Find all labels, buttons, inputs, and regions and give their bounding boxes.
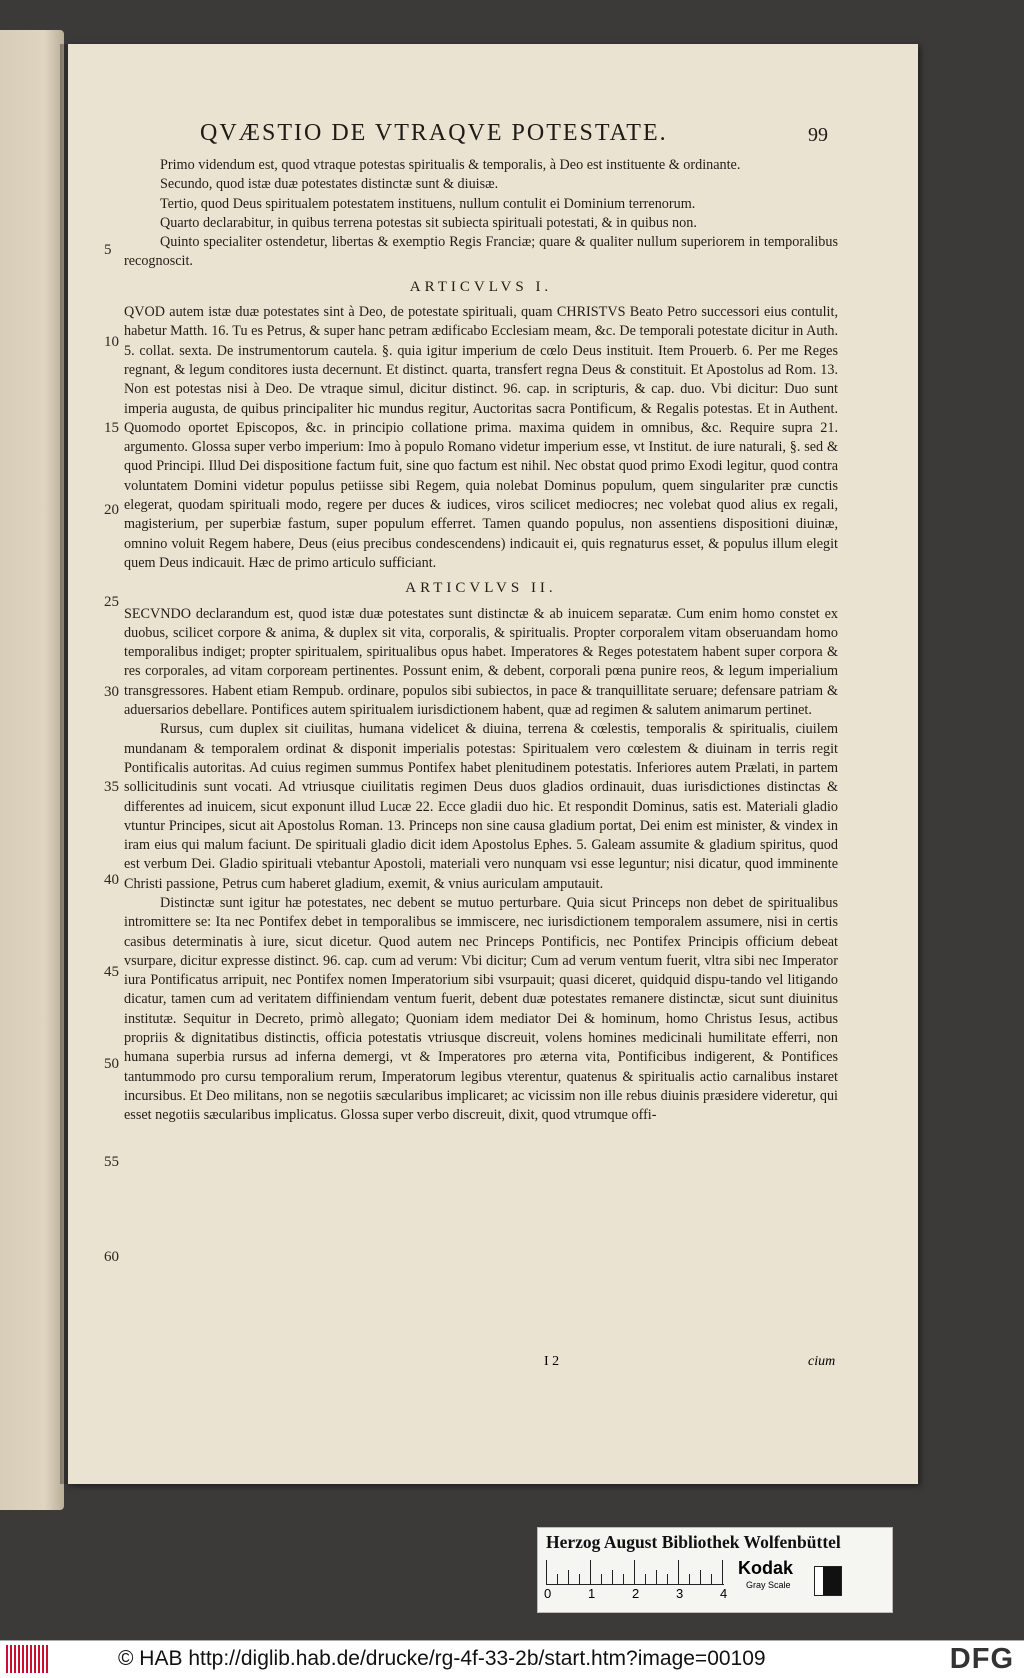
ruler-number: 1 [588, 1586, 596, 1601]
library-name: Herzog August Bibliothek Wolfenbüttel [546, 1532, 841, 1552]
article-2-paragraph-1: SECVNDO declarandum est, quod istæ duæ potestates sunt distinctæ & ab inuicem separatæ. Cum enim homo constet ex duobus, scilicet corpore & anima, & duplex sit vita, corporalis, & spiritualis. Propter corporalem vitam obseruandam homo temporalibus indiget; propter spiritualem, spiritualibus opus habet. Imperatores & Reges potestatem habent super corpora & res corporales, ad vitam corpoream pertinentes. Possunt enim, & debent, corporali pœna punire reos, & legum imperialium transgressores. Habent etiam Rempub. ordinare, populos sibi subiectos, in pace & tranquillitate seruare; defensare patriam & aduersarios debellare. Pontifices autem spiritualem iurisdictionem habent, quæ ad regimen & salutem animarum pertinet. [124, 605, 838, 719]
gray-swatch [814, 1566, 842, 1596]
ruler-number: 4 [720, 1586, 728, 1601]
line-number: 25 [104, 594, 119, 610]
line-number: 60 [104, 1249, 119, 1265]
article-1-text: QVOD autem istæ duæ potestates sint à Deo, de potestate spirituali, quam CHRISTVS Beato Petro successori eius contulit, habetur Matth. 16. Tu es Petrus, & super hanc petram ædificabo Ecclesiam meam, &c. De temporali potestate dicitur in Auth. 5. collat. sexta. De instrumentorum cautela. §. quia igitur imperium de cœlo Deus instituit. Item Prouerb. 6. Per me Reges regnant, & legum conditores iusta decernunt. Et distinct. quarta, transfert regna Deus & constituit. Et Apostolus ad Rom. 13. Non est potestas nisi à Deo. De vtraque simul, dicitur distinct. 96. cap. in scripturis, & cap. duo. Vbi dicitur: Duo sunt imperia augusta, de quibus principaliter hic mundus regitur, Auctoritas sacra Pontificum, & Regalis potestas. Et in Authent. Quomodo oportet Episcopos, &c. in principio collatione prima. maxima quidem in omnibus, &c. Require supra 21. argumento. Glossa super verbo imperium: Imo à populo Romano videtur imperium esse, vt Institut. de iure naturali, §. sed & quod Principi. Illud Dei dispositione factum fuit, sine quo factum est nihil. Nec obstat quod primo Exodi legitur, quod contra voluntatem Domini videtur populus petiisse sibi Regem, quia nolebat Dominus populum, quem singulariter præ cunctis elegerat, quodam spirituali modo, regere per duces & iudices, viros scilicet mediocres; nec volebat quod alius ex regali, magisterium, per superbiæ fastum, super populum efferret. Tamen quando populus, non assentiens dispositioni diuinæ, omnino voluit Regem habere, Deus (eius precibus condescendens) indicauit ei, quis regnaturus esset, & populus illum elegit quem Deus indicauit. Hæc de primo articulo sufficiant. [124, 304, 838, 571]
page-number: 99 [808, 124, 828, 146]
article-2-paragraph-2: Rursus, cum duplex sit ciuilitas, humana videlicet & diuina, terrena & cœlestis, temporalis & spiritualis, ciuilem mundanam & temporalem ordinat & disponit imperialis potestas: Spiritualem vero cœlestem & diuinam in terris regit Pontificalis autoritas. Ad cuius regimen summus Pontifex habet plenitudinem potestatis. Inferiores autem Prælati, in partem sollicitudinis sunt vocati. Ad vtriusque ciuilitatis regimen Deus duos gladios ordinauit, duas iurisdictiones distinctas & differentes ad inuicem, sicut exponunt illud Lucæ 22. Ecce gladii duo hic. Et respondit Dominus, satis est. Materiali gladio vtuntur Principes, sicut ait Apostolus Roman. 13. Princeps non sine causa gladium portat, Dei enim est minister, & vindex in iram eius qui malum faciunt. De spirituali gladio dicit idem Apostolus Ephes. 5. Galeam assumite & gladium spiritus, quod est verbum Dei. Gladio spirituali vtebantur Apostoli, materiali vero nunquam vsi esse leguntur; nisi dicatur, quod imminente Christi passione, Petrus cum haberet gladium, exemit, & vnius auriculam amputauit. [124, 721, 838, 892]
article-2-paragraph-3: Distinctæ sunt igitur hæ potestates, nec debent se mutuo perturbare. Quia sicut Princeps non debet de spiritualibus intromittere se: Ita nec Pontifex debet in temporalibus se immiscere, nec iurisdictionem temporalem assumere, nisi in certis casibus determinatis à iure, sicut dicetur. Quod autem nec Princeps Pontificis, nec Pontifex Principis officium debeat vsurpare, dicitur expresse distinct. 96. cap. cum ad verum: Vbi dicitur; Cum ad verum ventum fuerit, vltra sibi nec Imperator iura Pontificatus arripuit, nec Pontifex nomen Imperatorium sibi vsurpauit; quasi diceret, quidquid dispu-tando vel litigando dicatur, tamen cum ad veritatem diffiniendam ventum fuerit, debent duæ potestates remanere distinctæ, sicut sunt diuinitus institutæ. Sequitur in Decreto, primò allegato; Quoniam idem mediator Dei & hominum, homo Christus Iesus, actibus propriis & dignitatibus distinctis, officia potestatis vtriusque discreuit, volens homines medicinali humilitate efferri, non humana superbia rursus ad inferna demergi, vt & Imperatores pro æterna vita, Pontificibus indigerent, & Pontifices tantummodo pro cursu temporalium rerum, Imperatorum legibus vterentur, quatenus & spiritualis actio carnalibus instaret incursibus. Et Deo militans, non se negotiis sæcularibus implicaret; ac vicissim non ille rebus diuinis præsidere videretur, qui esset negotiis sæcularibus implicatus. Glossa super verbo discreuit, dixit, quod vtrumque offi- [124, 894, 838, 1124]
left-page-edge [0, 30, 64, 1510]
intro-line-4: Quarto declarabitur, in quibus terrena potestas sit subiecta spirituali potestati, & in quibus non. [160, 214, 697, 231]
article-2-title: ARTICVLVS II. [405, 580, 557, 597]
line-number: 5 [104, 242, 112, 258]
barcode-icon [6, 1645, 48, 1673]
ruler-number: 0 [544, 1586, 552, 1601]
article-1-title: ARTICVLVS I. [409, 278, 553, 295]
signature-mark: I 2 [544, 1354, 560, 1369]
intro-line-3: Tertio, quod Deus spiritualem potestatem instituens, nullum contulit ei Dominium terrenorum. [160, 195, 696, 212]
line-number: 45 [104, 964, 119, 980]
gray-scale-ruler [546, 1560, 724, 1585]
intro-line-2: Secundo, quod istæ duæ potestates distinctæ sunt & diuisæ. [160, 176, 499, 193]
library-label [537, 1527, 893, 1613]
dfg-logo: DFG [949, 1643, 1014, 1675]
footer-url[interactable]: © HAB http://diglib.hab.de/drucke/rg-4f-33-2b/start.htm?image=00109 [118, 1647, 766, 1670]
line-number: 55 [104, 1154, 119, 1170]
page-body [124, 156, 838, 1126]
line-number: 40 [104, 872, 119, 888]
ruler-number: 3 [676, 1586, 684, 1601]
kodak-logo: Kodak [738, 1558, 794, 1578]
line-number: 20 [104, 502, 119, 518]
kodak-subtitle: Gray Scale [746, 1580, 791, 1590]
line-number: 50 [104, 1056, 119, 1072]
intro-line-5: Quinto specialiter ostendetur, libertas & exemptio Regis Franciæ; quare & qualiter nullum superiorem in temporalibus recognoscit. [124, 234, 838, 270]
line-number: 35 [104, 779, 119, 795]
footer-bar [0, 1640, 1024, 1678]
catchword: cium [808, 1354, 836, 1369]
book-page [68, 44, 918, 1484]
running-head: QVÆSTIO DE VTRAQVE POTESTATE. [200, 120, 668, 146]
line-number: 15 [104, 420, 119, 436]
line-number: 10 [104, 334, 119, 350]
line-number: 30 [104, 684, 119, 700]
ruler-number: 2 [632, 1586, 640, 1601]
intro-line-1: Primo videndum est, quod vtraque potestas spiritualis & temporalis, à Deo est instituente & ordinante. [160, 157, 741, 173]
